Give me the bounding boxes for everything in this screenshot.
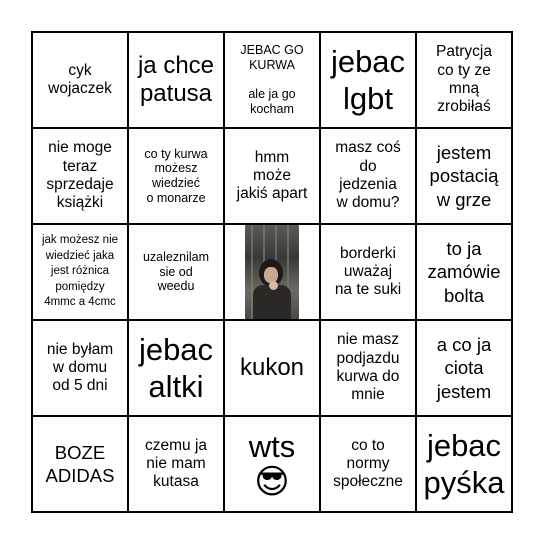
cell-text: cyk wojaczek (48, 61, 112, 97)
cell-text: czemu ja nie mam kutasa (144, 436, 208, 491)
bingo-cell-r5c5[interactable] (416, 416, 512, 512)
free-space-photo (245, 225, 299, 319)
cell-text: ja chce patusa (137, 51, 215, 107)
bingo-cell-r1c1[interactable] (32, 32, 128, 128)
cell-text: kukon (239, 353, 305, 381)
bingo-cell-r5c3[interactable] (224, 416, 320, 512)
cell-text: co ty kurwa możesz wiedzieć o monarze (144, 146, 208, 205)
bingo-cell-r3c1[interactable] (32, 224, 128, 320)
cell-text: jak możesz nie wiedzieć jaka jest różnica pomiędzy 4mmc a 4cmc (41, 234, 119, 309)
cell-text: uzaleznilam sie od weedu (142, 249, 209, 294)
cell-text: co to normy społeczne (333, 436, 403, 491)
cell-text: jebac altki (138, 331, 214, 404)
bingo-cell-r5c1[interactable] (32, 416, 128, 512)
cell-text: jebac lgbt (330, 43, 406, 116)
cell-text: nie byłam w domu od 5 dni (46, 340, 114, 395)
cell-text: nie moge teraz sprzedaje książki (46, 139, 114, 212)
bingo-cell-r2c2[interactable] (128, 128, 224, 224)
bingo-cell-r1c5[interactable] (416, 32, 512, 128)
bingo-cell-r3c5[interactable] (416, 224, 512, 320)
cell-text: jestem postacią w grze (429, 142, 499, 210)
bingo-cell-r3c2[interactable] (128, 224, 224, 320)
bingo-cell-r1c4[interactable] (320, 32, 416, 128)
cell-text: a co ja ciota jestem (436, 334, 492, 402)
bingo-cell-r4c2[interactable] (128, 320, 224, 416)
bingo-cell-r2c3[interactable] (224, 128, 320, 224)
cell-text: Patrycja co ty ze mną zrobiłaś (436, 43, 492, 116)
cell-text: nie masz podjazdu kurwa do mnie (336, 331, 400, 404)
cell-text: to ja zamówie bolta (427, 238, 501, 306)
bingo-cell-r2c4[interactable] (320, 128, 416, 224)
sunglasses-emoji-icon: 😎 (254, 462, 290, 501)
bingo-cell-r3c4[interactable] (320, 224, 416, 320)
bingo-board (31, 31, 513, 513)
bingo-cell-r4c5[interactable] (416, 320, 512, 416)
bingo-cell-r2c5[interactable] (416, 128, 512, 224)
bingo-cell-r5c4[interactable] (320, 416, 416, 512)
bingo-cell-r1c2[interactable] (128, 32, 224, 128)
bingo-cell-r2c1[interactable] (32, 128, 128, 224)
bingo-cell-r1c3[interactable] (224, 32, 320, 128)
bingo-cell-r5c2[interactable] (128, 416, 224, 512)
bingo-cell-r4c1[interactable] (32, 320, 128, 416)
bingo-free-space[interactable] (224, 224, 320, 320)
cell-text: JEBAC GO KURWA ale ja go kocham (240, 43, 304, 117)
cell-text: jebac pyśka (423, 427, 505, 500)
bingo-cell-r4c4[interactable] (320, 320, 416, 416)
cell-text: masz coś do jedzenia w domu? (335, 139, 401, 212)
bingo-cell-r4c3[interactable] (224, 320, 320, 416)
cell-text: borderki uważaj na te suki (334, 244, 402, 299)
cell-text: wts (248, 428, 296, 464)
cell-text: BOZE ADIDAS (45, 441, 115, 486)
cell-text: hmm może jakiś apart (236, 148, 308, 203)
